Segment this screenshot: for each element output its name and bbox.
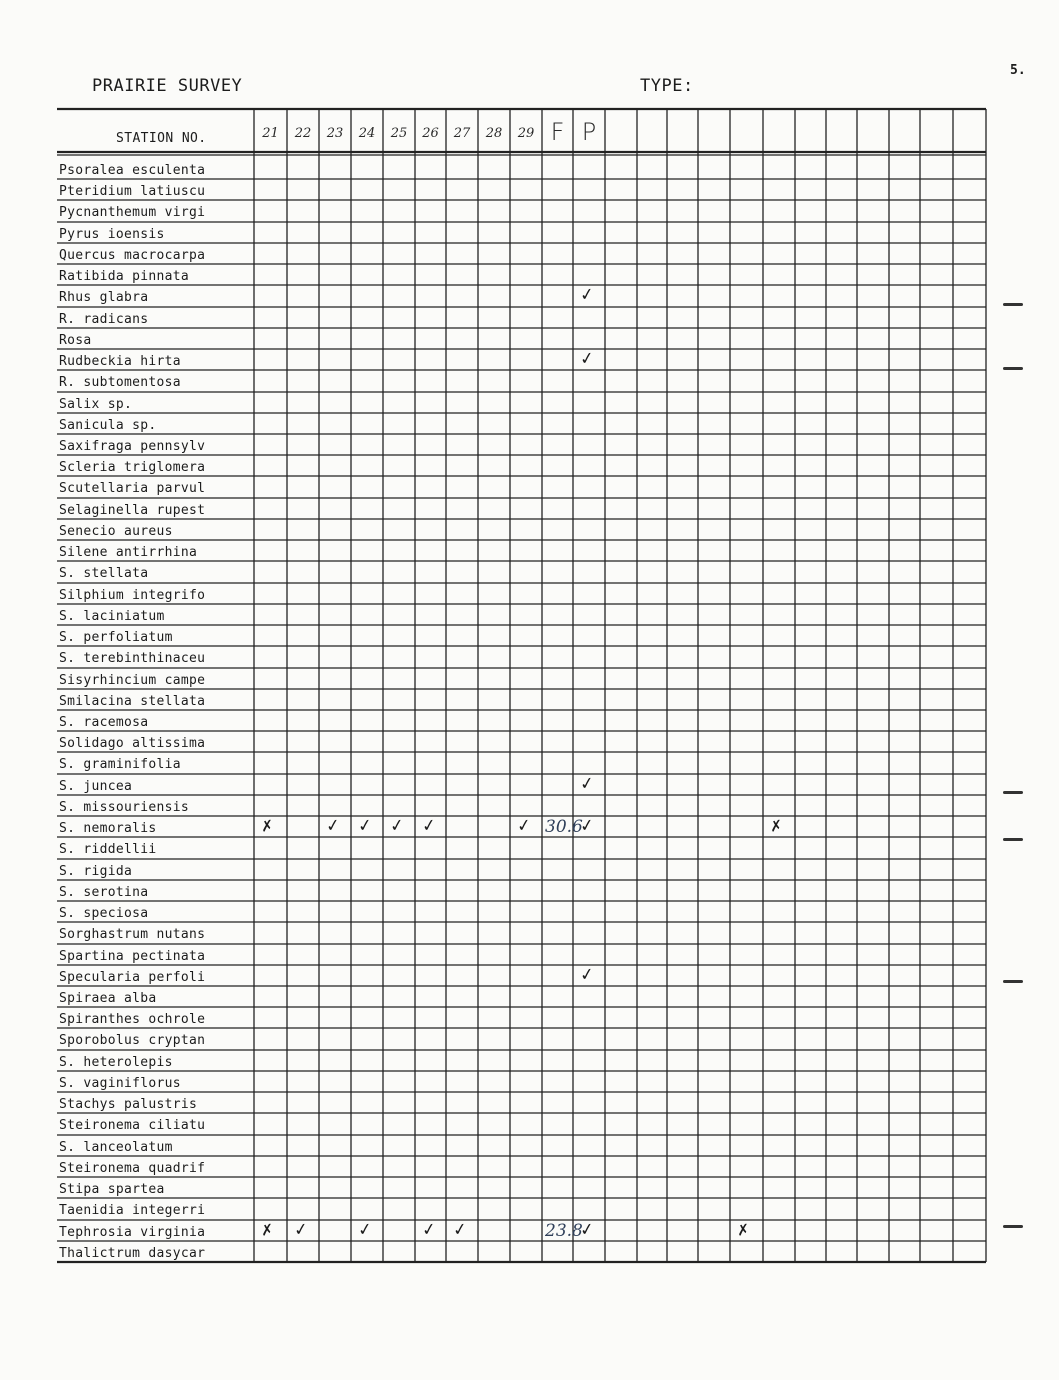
check-mark: ✓	[292, 1219, 310, 1241]
species-name: S. vaginiflorus	[59, 1076, 181, 1091]
species-name: Steironema ciliatu	[59, 1118, 206, 1133]
type-label: TYPE:	[640, 76, 694, 96]
check-mark: ✓	[324, 815, 342, 837]
species-name: R. radicans	[59, 312, 149, 327]
species-name: Sorghastrum nutans	[59, 927, 206, 942]
check-mark: ✓	[578, 1219, 596, 1241]
species-name: S. heterolepis	[59, 1055, 173, 1070]
species-name: Silphium integrifo	[59, 588, 206, 603]
station-number: 29	[517, 126, 535, 141]
check-mark: ✓	[578, 773, 596, 795]
frequency-value: 23.8	[545, 1221, 583, 1241]
check-mark: ✓	[578, 964, 596, 986]
species-name: S. perfoliatum	[59, 630, 173, 645]
heavy-mark: ✗	[735, 1220, 751, 1240]
species-name: S. rigida	[59, 864, 133, 879]
station-number: 22	[294, 126, 312, 141]
species-name: Scleria triglomera	[59, 460, 206, 475]
species-name: Sisyrhincium campe	[59, 673, 206, 688]
station-number: 27	[453, 126, 471, 141]
species-name: Steironema quadrif	[59, 1161, 206, 1176]
species-name: Sanicula sp.	[59, 418, 157, 433]
species-name: S. terebinthinaceu	[59, 651, 206, 666]
check-mark: ✓	[451, 1219, 469, 1241]
species-name: Silene antirrhina	[59, 545, 198, 560]
species-name: S. lanceolatum	[59, 1140, 173, 1155]
station-number: 25	[390, 126, 408, 141]
check-mark: ✓	[578, 348, 596, 370]
station-number: 21	[262, 126, 279, 141]
species-name: Rudbeckia hirta	[59, 354, 181, 369]
species-name: Spartina pectinata	[59, 949, 206, 964]
margin-tick	[1003, 838, 1023, 841]
species-name: Tephrosia virginia	[59, 1225, 206, 1240]
species-name: Stipa spartea	[59, 1182, 165, 1197]
check-mark: ✓	[388, 815, 406, 837]
species-name: Smilacina stellata	[59, 694, 206, 709]
species-name: Thalictrum dasycar	[59, 1246, 206, 1261]
species-name: Ratibida pinnata	[59, 269, 190, 284]
check-mark: ✓	[578, 284, 596, 306]
margin-tick	[1003, 303, 1023, 306]
species-name: Quercus macrocarpa	[59, 248, 206, 263]
column-header-p: P	[581, 118, 597, 146]
species-name: Psoralea esculenta	[59, 163, 206, 178]
heavy-mark: ✗	[259, 1220, 275, 1240]
station-number: 26	[422, 126, 439, 141]
species-name: Pteridium latiuscu	[59, 184, 206, 199]
species-name: Spiraea alba	[59, 991, 157, 1006]
species-name: R. subtomentosa	[59, 375, 181, 390]
check-mark: ✓	[420, 815, 438, 837]
margin-tick	[1003, 980, 1023, 983]
species-name: Stachys palustris	[59, 1097, 198, 1112]
species-name: Taenidia integerri	[59, 1203, 206, 1218]
species-name: Saxifraga pennsylv	[59, 439, 206, 454]
species-name: Salix sp.	[59, 397, 133, 412]
check-mark: ✓	[578, 815, 596, 837]
species-name: Pyrus ioensis	[59, 227, 165, 242]
margin-tick	[1003, 367, 1023, 370]
check-mark: ✓	[356, 1219, 374, 1241]
species-name: S. laciniatum	[59, 609, 165, 624]
heavy-mark: ✗	[768, 816, 784, 836]
station-number: 24	[358, 126, 376, 141]
margin-tick	[1003, 791, 1023, 794]
species-name: S. speciosa	[59, 906, 149, 921]
station-number: 23	[326, 126, 344, 141]
heavy-mark: ✗	[259, 816, 275, 836]
species-name: S. missouriensis	[59, 800, 190, 815]
species-name: Pycnanthemum virgi	[59, 205, 206, 220]
page-number: 5.	[1010, 63, 1026, 78]
page-title: PRAIRIE SURVEY	[92, 76, 243, 96]
check-mark: ✓	[420, 1219, 438, 1241]
species-name: Sporobolus cryptan	[59, 1033, 206, 1048]
species-name: S. juncea	[59, 779, 133, 794]
species-name: Spiranthes ochrole	[59, 1012, 206, 1027]
check-mark: ✓	[356, 815, 374, 837]
check-mark: ✓	[515, 815, 533, 837]
species-name: S. nemoralis	[59, 821, 157, 836]
species-name: Solidago altissima	[59, 736, 206, 751]
species-name: Scutellaria parvul	[59, 481, 206, 496]
column-header-f: F	[550, 118, 565, 146]
species-name: S. racemosa	[59, 715, 149, 730]
species-name: Rosa	[59, 333, 92, 348]
species-name: S. riddellii	[59, 842, 157, 857]
species-name: Senecio aureus	[59, 524, 173, 539]
margin-tick	[1003, 1225, 1023, 1228]
species-name: S. serotina	[59, 885, 149, 900]
species-name: Selaginella rupest	[59, 503, 206, 518]
station-number-label: STATION NO.	[116, 131, 207, 146]
species-name: S. graminifolia	[59, 757, 181, 772]
species-name: Rhus glabra	[59, 290, 149, 305]
species-name: S. stellata	[59, 566, 149, 581]
frequency-value: 30.6	[545, 817, 583, 837]
species-name: Specularia perfoli	[59, 970, 206, 985]
station-number: 28	[485, 126, 503, 141]
